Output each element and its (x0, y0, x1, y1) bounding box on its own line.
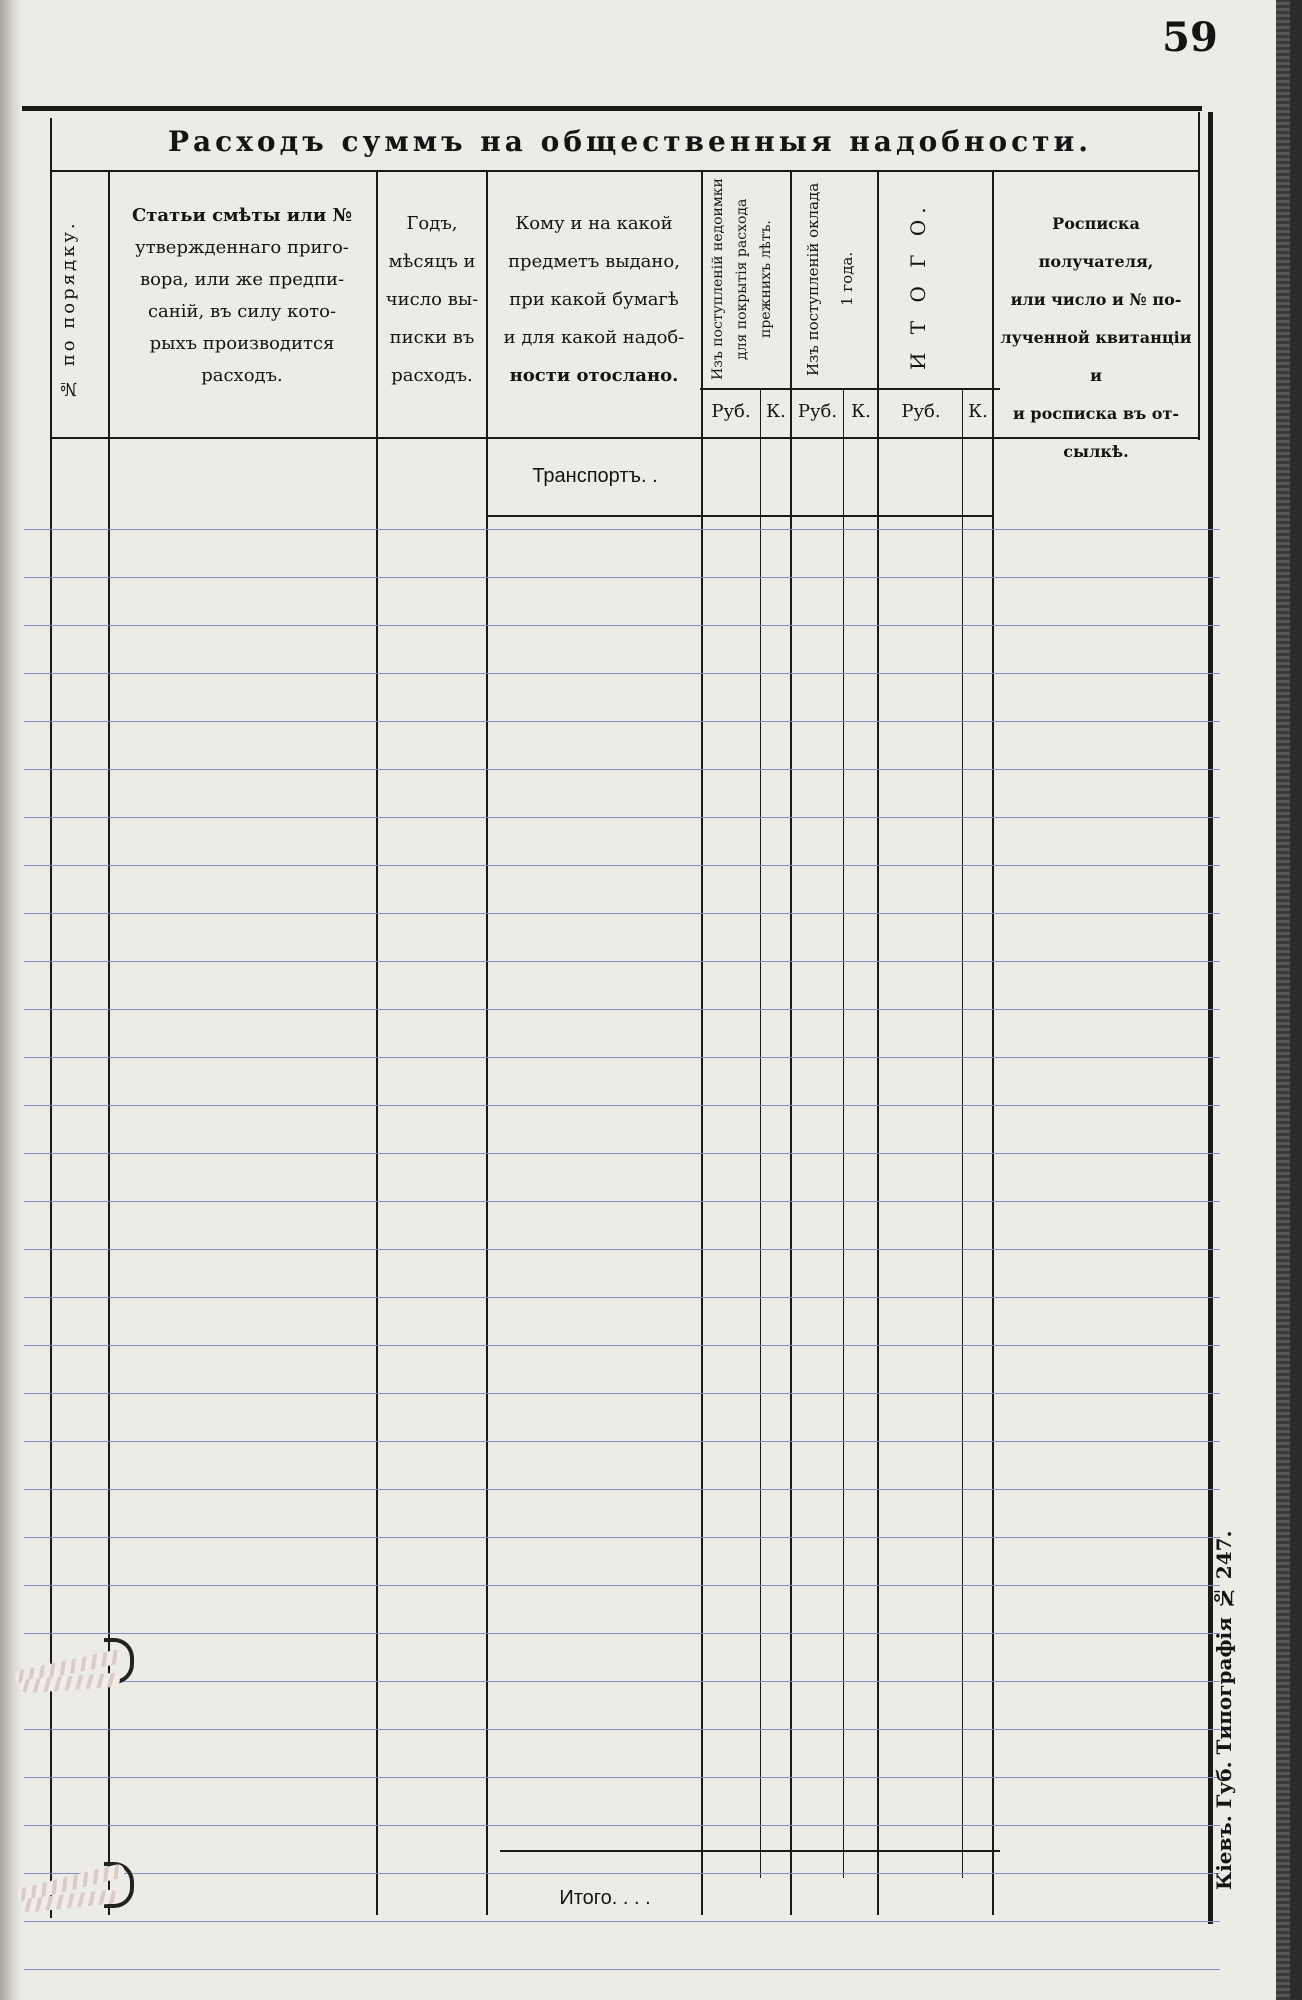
col-line-4 (701, 170, 703, 1915)
transport-line (487, 515, 992, 517)
ruled-line (24, 1825, 1220, 1826)
ruled-line (24, 1777, 1220, 1778)
transport-label: Транспортъ. . (532, 465, 658, 487)
header-total: И Т О Г О. (906, 201, 930, 371)
header-receipt-line-4: и росписка въ от- (1012, 404, 1180, 423)
table-title: Расходъ суммъ на общественныя надобности. (167, 125, 1093, 158)
header-receipt-line-5: сылкѣ. (1063, 442, 1129, 461)
subheader-rub-2: Руб. (797, 401, 838, 422)
header-articles-line-5: рыхъ производится (149, 333, 335, 354)
ruled-line (24, 1249, 1220, 1250)
ruled-line (24, 1633, 1220, 1634)
header-date-line-4: писки въ (389, 327, 475, 348)
header-current-year: Изъ поступленій оклада 1 года. (804, 182, 856, 376)
total-line (500, 1850, 1000, 1852)
header-articles (110, 200, 374, 392)
ruled-line (24, 1009, 1220, 1010)
ruled-line (24, 1393, 1220, 1394)
header-recipient-line-4: и для какой надоб- (503, 327, 685, 348)
ruled-line (24, 577, 1220, 578)
header-recipient-line-1: Кому и на какой (515, 213, 673, 234)
header-recipient (488, 205, 700, 395)
ruled-line (24, 1441, 1220, 1442)
header-recipient-line-5: ности отослано. (509, 365, 679, 386)
header-articles-line-6: расходъ. (201, 365, 283, 386)
total-label: Итого. . . . (559, 1887, 651, 1909)
ruled-line (24, 1537, 1220, 1538)
header-receipt-line-3: лученной квитанціи и (1000, 328, 1192, 385)
ruled-line (24, 529, 1220, 530)
ruled-line (24, 1297, 1220, 1298)
header-date-line-2: мѣсяцъ и (388, 251, 476, 272)
header-recipient-line-2: предметъ выдано, (508, 251, 680, 272)
frame-left-line (50, 118, 52, 1918)
ruled-line (24, 721, 1220, 722)
header-recipient-line-3: при какой бумагѣ (509, 289, 679, 310)
ruled-line (24, 625, 1220, 626)
ruled-line (24, 1873, 1220, 1874)
col-line-3 (486, 170, 488, 1915)
subheader-line (700, 388, 1000, 390)
ruled-line (24, 1345, 1220, 1346)
header-articles-line-2: утвержденнаго приго- (135, 237, 349, 258)
ruled-line (24, 1729, 1220, 1730)
col-line-2 (376, 170, 378, 1915)
ruled-line (24, 913, 1220, 914)
ruled-line (24, 1153, 1220, 1154)
ruled-line (24, 961, 1220, 962)
header-arrears: Изъ поступленій недоимки для покрытія расхода прежнихъ лѣтъ. (710, 178, 774, 380)
header-receipt-line-2: или число и № по- (1010, 290, 1182, 309)
ruled-line (24, 673, 1220, 674)
page-number: 59 (1162, 14, 1218, 61)
header-articles-line-4: саній, въ силу кото- (147, 301, 337, 322)
col-line-4b (760, 388, 761, 1878)
ruled-line (24, 1201, 1220, 1202)
subheader-kop-3: К. (968, 401, 988, 422)
col-line-5 (790, 170, 792, 1915)
ruled-line (24, 1585, 1220, 1586)
ruled-line (24, 817, 1220, 818)
header-articles-line-3: вора, или же предпи- (139, 269, 345, 290)
header-date-line-3: число вы- (385, 289, 479, 310)
ruled-line (24, 865, 1220, 866)
subheader-rub-3: Руб. (901, 401, 941, 422)
title-bottom-line (50, 170, 1200, 172)
ruled-line (24, 1105, 1220, 1106)
binding-spine (0, 0, 22, 2000)
page-edge (1276, 0, 1290, 2000)
subheader-kop-2: К. (851, 401, 871, 422)
ruled-line (24, 1057, 1220, 1058)
ruled-line (24, 1969, 1220, 1970)
col-line-5b (843, 388, 844, 1878)
header-date (378, 205, 486, 395)
ruled-line (24, 769, 1220, 770)
subheader-kop-1: К. (766, 401, 786, 422)
col-line-6 (877, 170, 879, 1915)
ruled-line (24, 1681, 1220, 1682)
ruled-line (24, 1489, 1220, 1490)
subheader-rub-1: Руб. (711, 401, 751, 422)
printer-imprint: Кіевъ. Губ. Типографія № 247. (1212, 1530, 1236, 1890)
header-receipt (994, 205, 1198, 471)
header-date-line-1: Годъ, (406, 213, 458, 234)
header-date-line-5: расходъ. (391, 365, 473, 386)
frame-top-line (22, 106, 1202, 111)
ruled-line (24, 1921, 1220, 1922)
header-articles-line-1: Статьи смѣты или № (131, 205, 353, 226)
header-receipt-line-1: Росписка получателя, (1038, 214, 1154, 271)
col-line-6b (962, 388, 963, 1878)
header-order-number: № по порядку. (58, 220, 79, 400)
